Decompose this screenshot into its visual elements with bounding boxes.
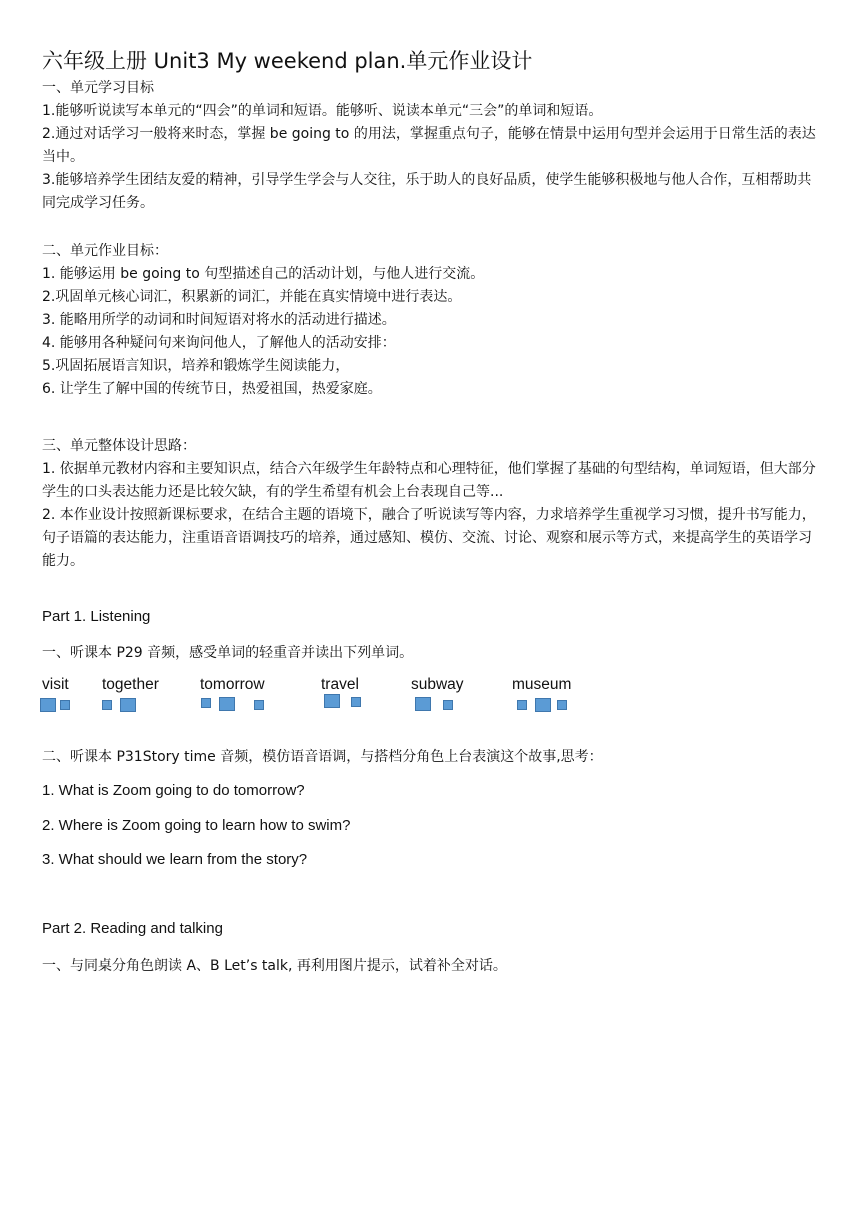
part1-task2: 二、听课本 P31Story time 音频，模仿语音语调，与搭档分角色上台表演这个故事,思考：	[42, 749, 603, 765]
section-homework-goals	[42, 240, 822, 401]
goal-item: 1.能够听说读写本单元的“四会”的单词和短语。能够听、说读本单元“三会”的单词和短语。	[42, 103, 603, 119]
stress-box-big	[535, 698, 551, 712]
goal-item: 5.巩固拓展语言知识，培养和锻炼学生阅读能力，	[42, 358, 350, 374]
design-item: 1. 依据单元教材内容和主要知识点，结合六年级学生年龄特点和心理特征，他们掌握了基础的句型结构，单词短语，但大部分学生的口头表达能力还是比较欠缺，有的学生希望有机会上台表现自己等...	[42, 461, 816, 500]
stress-word-list	[42, 676, 642, 716]
stress-box-small	[254, 700, 264, 710]
question-item: 1. What is Zoom going to do tomorrow?	[42, 782, 305, 799]
goal-item: 3. 能略用所学的动词和时间短语对将水的活动进行描述。	[42, 312, 396, 328]
goal-item: 2.巩固单元核心词汇，积累新的词汇，并能在真实情境中进行表达。	[42, 289, 462, 305]
section-heading: 二、单元作业目标：	[42, 243, 168, 259]
stress-box-small	[557, 700, 567, 710]
word-museum: museum	[512, 676, 572, 693]
goal-item: 1. 能够运用 be going to 句型描述自己的活动计划，与他人进行交流。	[42, 266, 485, 282]
stress-box-big	[40, 698, 56, 712]
section-heading: 三、单元整体设计思路：	[42, 438, 196, 454]
word-visit: visit	[42, 676, 69, 693]
section-design-ideas	[42, 435, 822, 573]
stress-box-small	[517, 700, 527, 710]
design-item: 2. 本作业设计按照新课标要求，在结合主题的语境下，融合了听说读写等内容，力求培养学生重视学习习惯，提升书写能力，句子语篇的表达能力，注重语音语调技巧的培养，通过感知、模仿、交流、讨论、观察和展示等方式，来提高学生的英语学习能力。	[42, 507, 816, 569]
goal-item: 6. 让学生了解中国的传统节日，热爱祖国，热爱家庭。	[42, 381, 382, 397]
word-tomorrow: tomorrow	[200, 676, 265, 693]
stress-box-small	[351, 697, 361, 707]
word-together: together	[102, 676, 159, 693]
stress-box-small	[201, 698, 211, 708]
word-subway: subway	[411, 676, 464, 693]
stress-box-big	[120, 698, 136, 712]
section-heading: 一、单元学习目标	[42, 80, 154, 96]
stress-box-big	[324, 694, 340, 708]
goal-item: 2.通过对话学习一般将来时态，掌握 be going to 的用法，掌握重点句子，能够在情景中运用句型并会运用于日常生活的表达当中。	[42, 126, 816, 165]
goal-item: 4. 能够用各种疑问句来询问他人，了解他人的活动安排：	[42, 335, 396, 351]
stress-box-big	[219, 697, 235, 711]
stress-box-small	[102, 700, 112, 710]
part2-task1: 一、与同桌分角色朗读 A、B Let’s talk, 再利用图片提示，试着补全对话。	[42, 958, 507, 974]
word-travel: travel	[321, 676, 359, 693]
stress-box-small	[60, 700, 70, 710]
part1-task1: 一、听课本 P29 音频，感受单词的轻重音并读出下列单词。	[42, 645, 414, 661]
part2-heading: Part 2. Reading and talking	[42, 920, 223, 937]
question-item: 2. Where is Zoom going to learn how to swim?	[42, 817, 351, 834]
stress-box-small	[443, 700, 453, 710]
part1-heading: Part 1. Listening	[42, 608, 151, 625]
section-learning-goals	[42, 77, 822, 215]
goal-item: 3.能够培养学生团结友爱的精神，引导学生学会与人交往，乐于助人的良好品质，使学生能够积极地与他人合作，互相帮助共同完成学习任务。	[42, 172, 812, 211]
question-item: 3. What should we learn from the story?	[42, 851, 308, 868]
stress-box-big	[415, 697, 431, 711]
page-title: 六年级上册 Unit3 My weekend plan.单元作业设计	[42, 49, 533, 73]
